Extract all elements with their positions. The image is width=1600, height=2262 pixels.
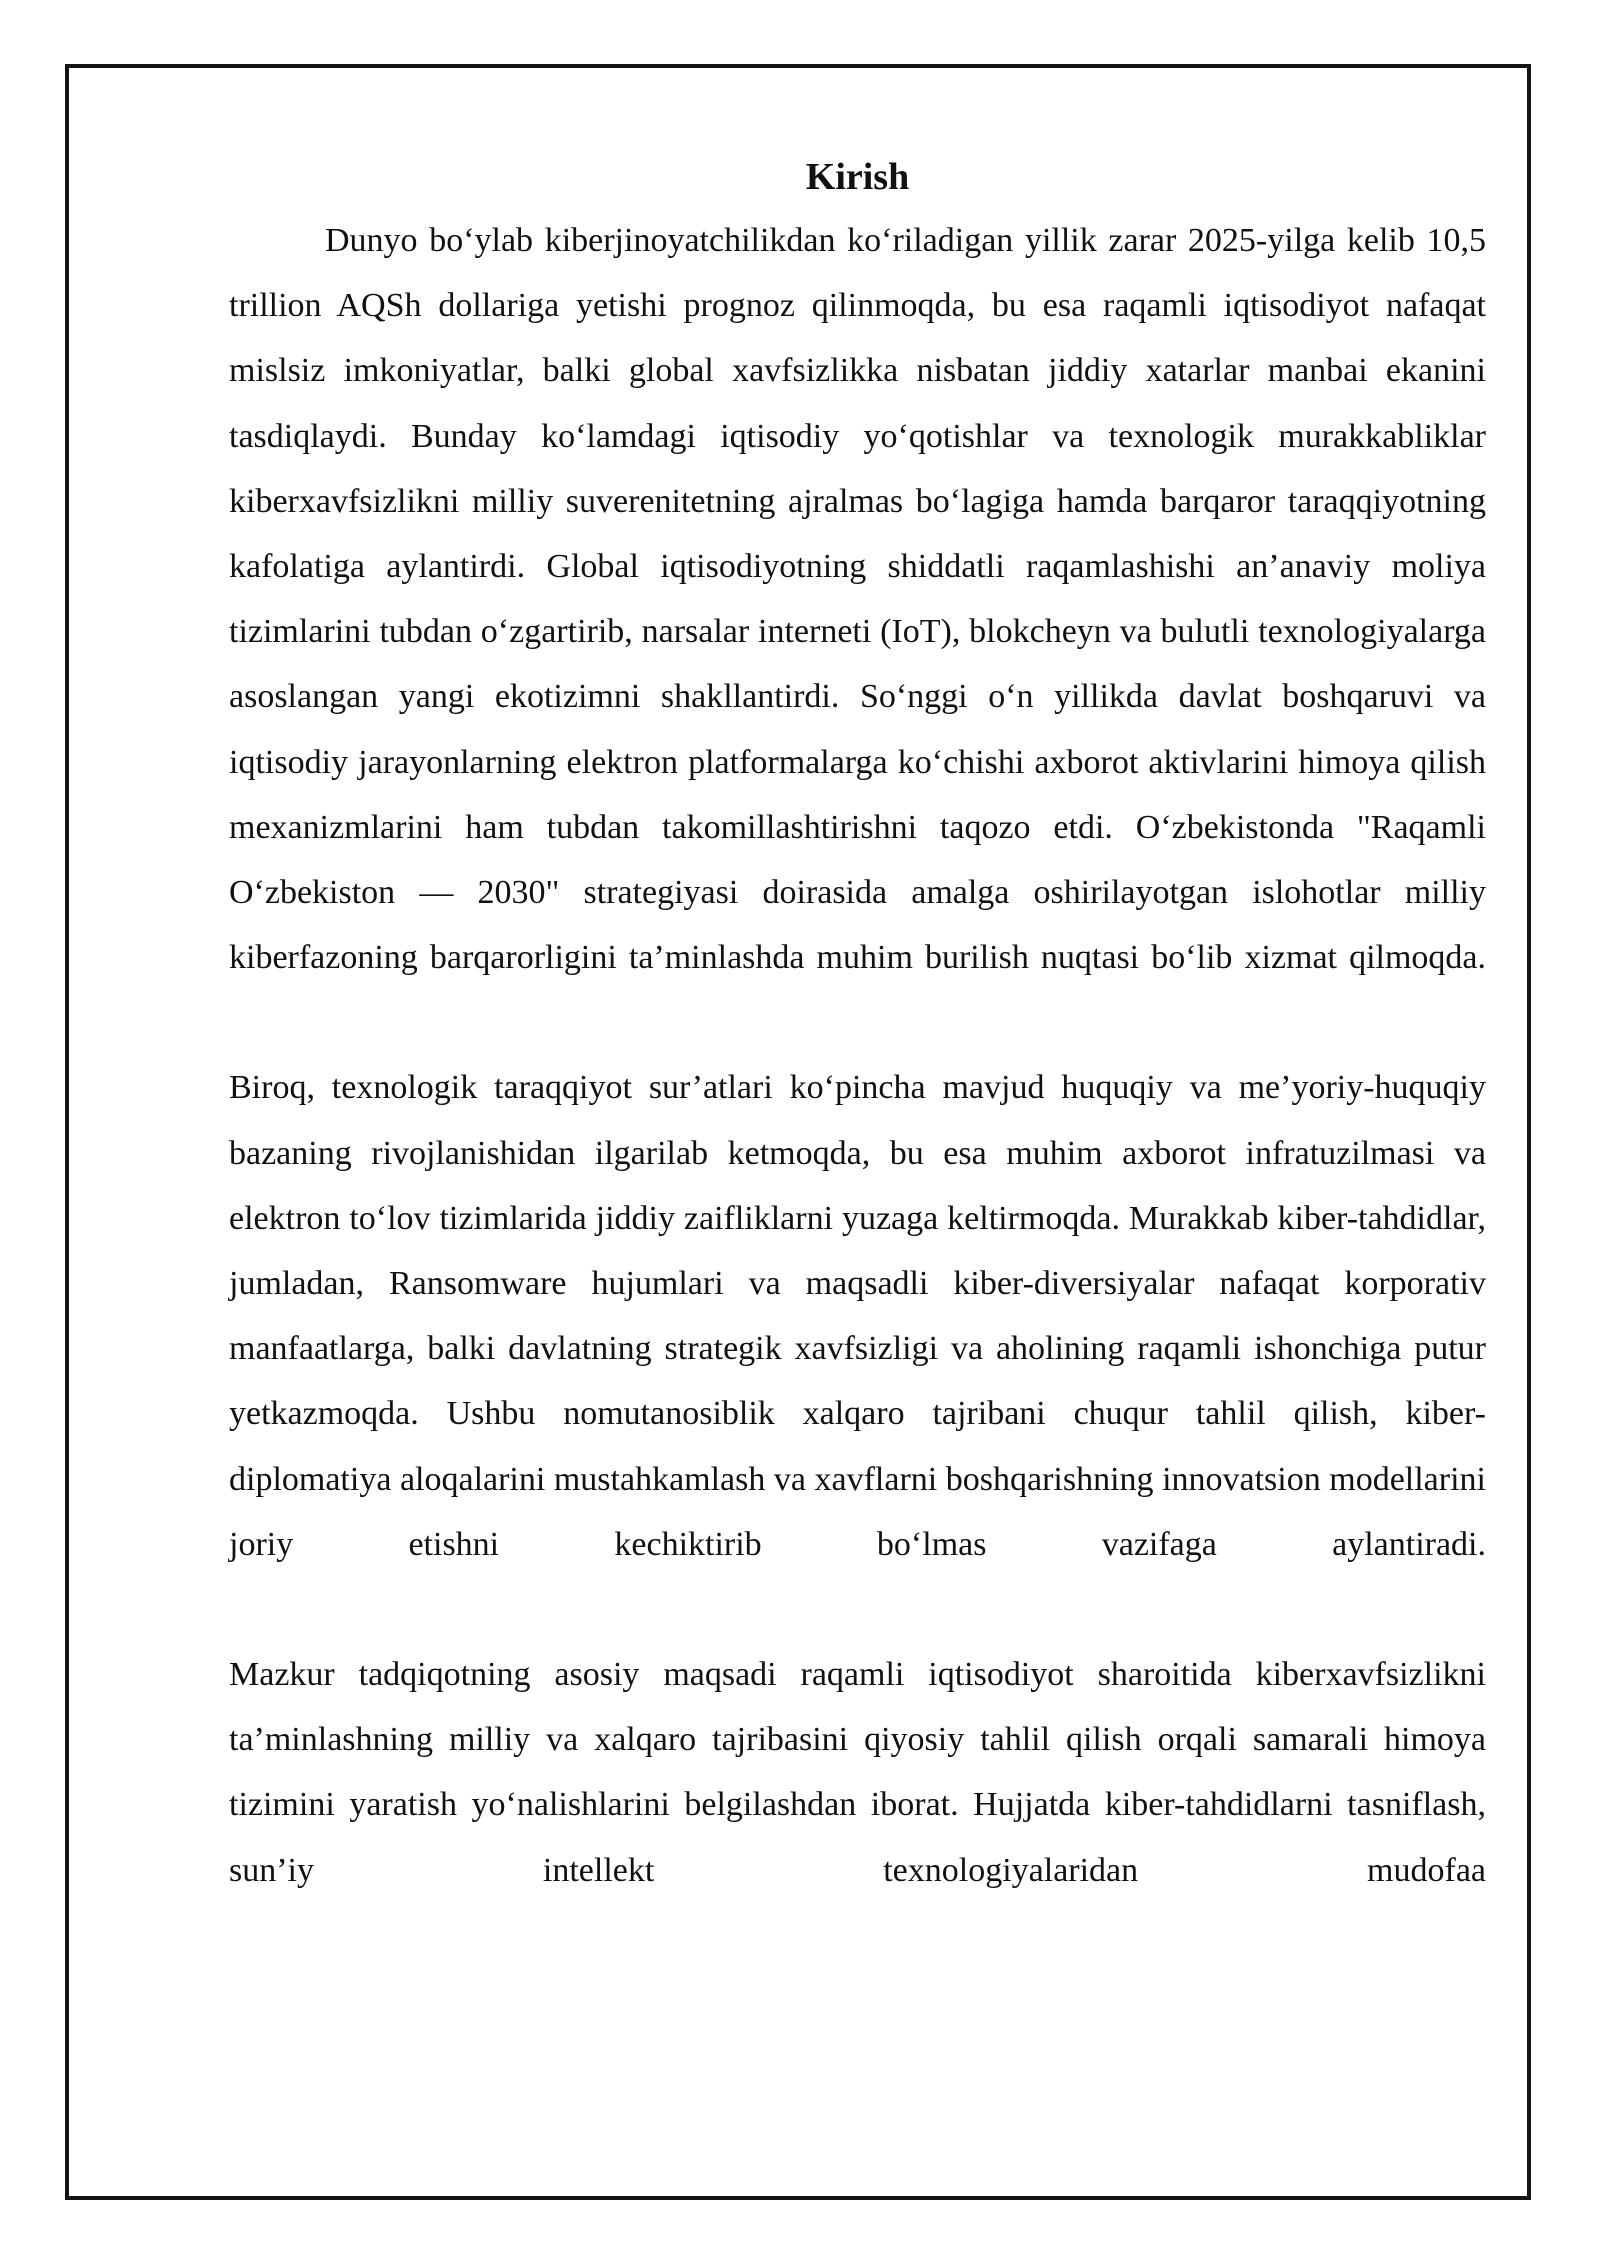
document-body [229,148,1486,1903]
paragraph-spacer [229,1577,1486,1642]
paragraph-spacer [229,990,1486,1055]
paragraph-intro: Dunyo bo‘ylab kiberjinoyatchilikdan ko‘riladigan yillik zarar 2025-yilga kelib 10,5 trillion AQSh dollariga yetishi prognoz qilinmoqda, bu esa raqamli iqtisodiyot nafaqat mislsiz imkoniyatlar, balki global xavfsizlikka nisbatan jiddiy xatarlar manbai ekanini tasdiqlaydi. Bunday ko‘lamdagi iqtisodiy yo‘qotishlar va texnologik murakkabliklar kiberxavfsizlikni milliy suverenitetning ajralmas bo‘lagiga hamda barqaror taraqqiyotning kafolatiga aylantirdi. Global iqtisodiyotning shiddatli raqamlashishi an’anaviy moliya tizimlarini tubdan o‘zgartirib, narsalar interneti (IoT), blokcheyn va bulutli texnologiyalarga asoslangan yangi ekotizimni shakllantirdi. So‘nggi o‘n yillikda davlat boshqaruvi va iqtisodiy jarayonlarning elektron platformalarga ko‘chishi axborot aktivlarini himoya qilish mexanizmlarini ham tubdan takomillashtirishni taqozo etdi. O‘zbekistonda "Raqamli O‘zbekiston — 2030" strategiyasi doirasida amalga oshirilayotgan islohotlar milliy kiberfazoning barqarorligini ta’minlashda muhim burilish nuqtasi bo‘lib xizmat qilmoqda. [229,222,1486,977]
paragraph-purpose: Mazkur tadqiqotning asosiy maqsadi raqamli iqtisodiyot sharoitida kiberxavfsizlikni ta’minlashning milliy va xalqaro tajribasini qiyosiy tahlil qilish orqali samarali himoya tizimini yaratish yo‘nalishlarini belgilashdan iborat. Hujjatda kiber-tahdidlarni tasniflash, sun’iy intellekt texnologiyalaridan mudofaa [229,1656,1486,1889]
paragraph-problem: Biroq, texnologik taraqqiyot sur’atlari ko‘pincha mavjud huquqiy va me’yoriy-huquqiy bazaning rivojlanishidan ilgarilab ketmoqda, bu esa muhim axborot infratuzilmasi va elektron to‘lov tizimlarida jiddiy zaifliklarni yuzaga keltirmoqda. Murakkab kiber-tahdidlar, jumladan, Ransomware hujumlari va maqsadli kiber-diversiyalar nafaqat korporativ manfaatlarga, balki davlatning strategik xavfsizligi va aholining raqamli ishonchiga putur yetkazmoqda. Ushbu nomutanosiblik xalqaro tajribani chuqur tahlil qilish, kiber-diplomatiya aloqalarini mustahkamlash va xavflarni boshqarishning innovatsion modellarini joriy etishni kechiktirib bo‘lmas vazifaga aylantiradi. [229,1069,1486,1563]
document-title: Kirish [805,156,910,198]
